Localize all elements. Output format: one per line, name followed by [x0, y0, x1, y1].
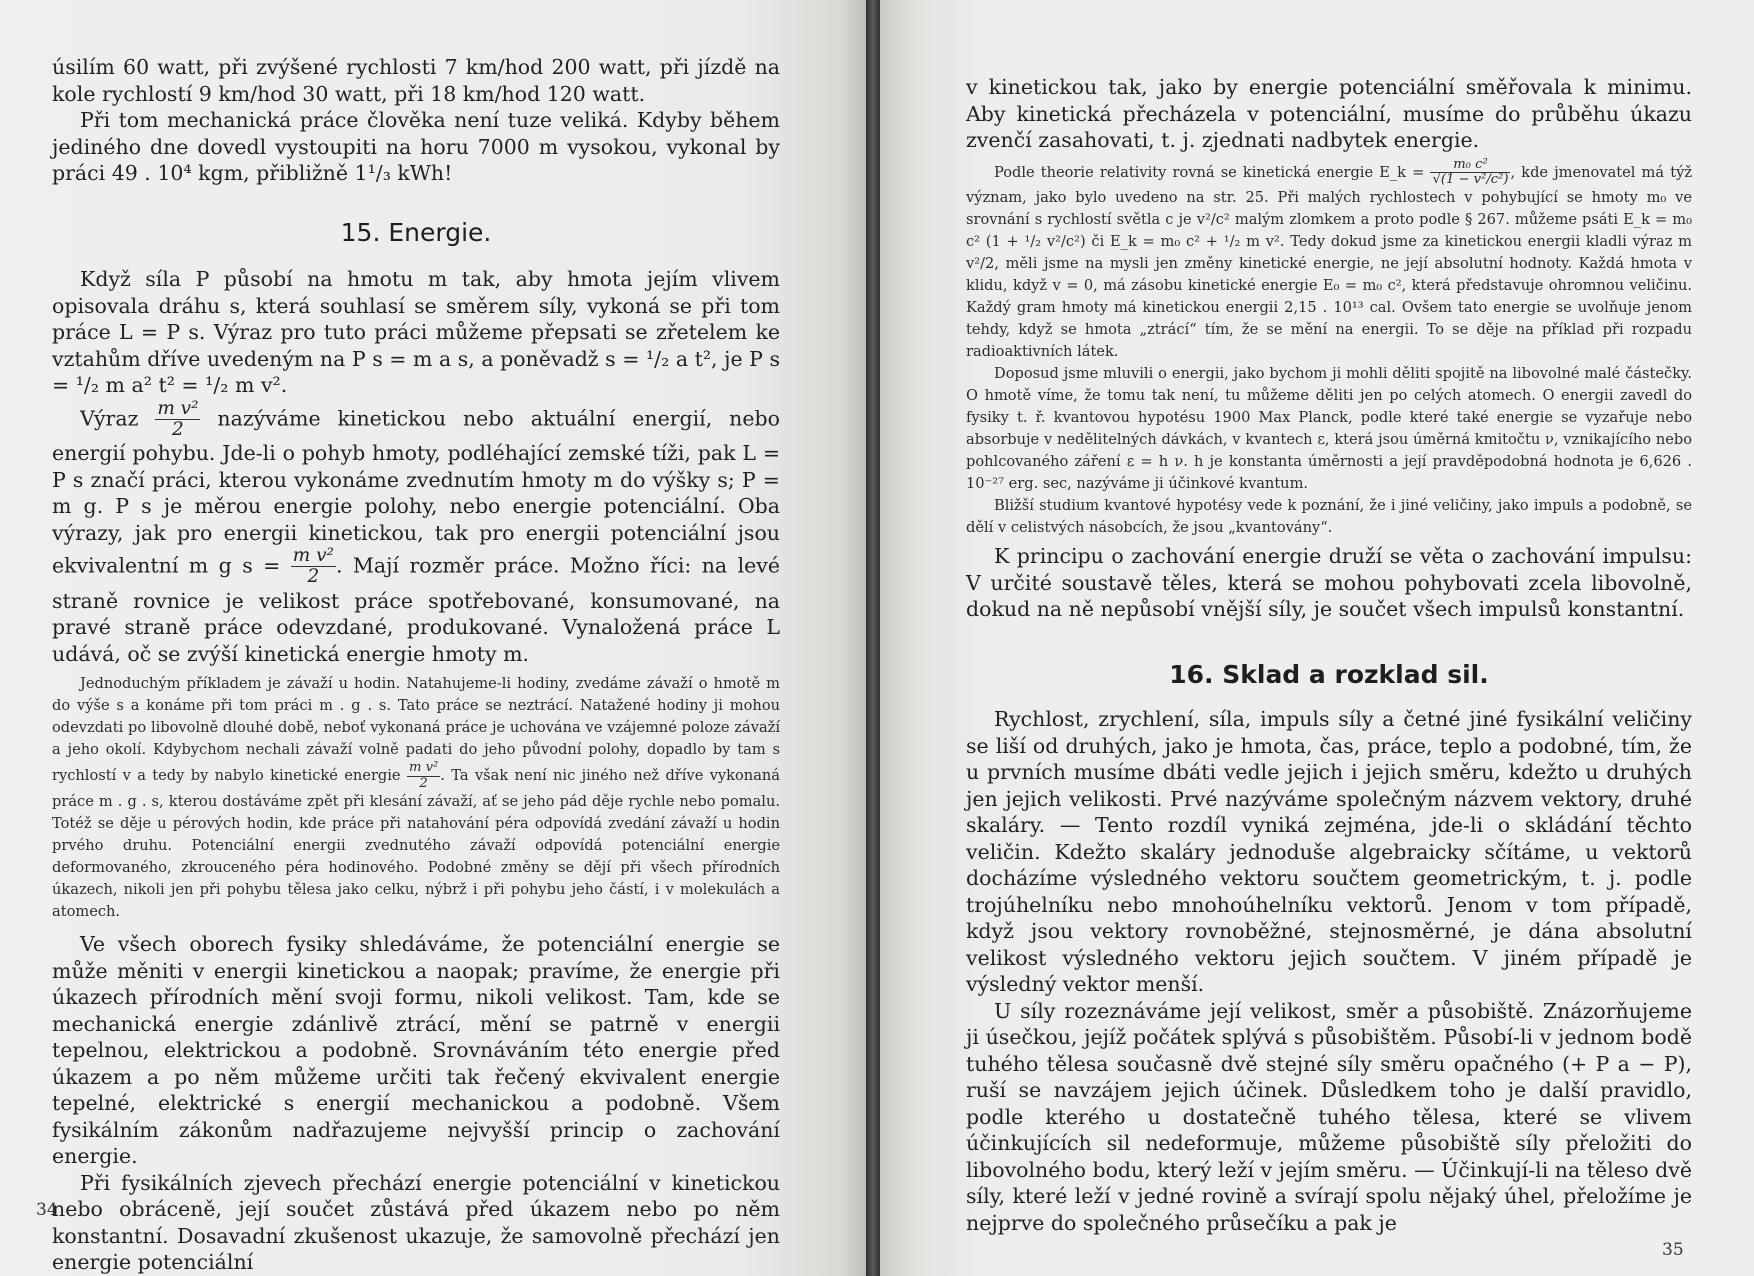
fraction-denominator: 2 — [419, 775, 428, 791]
paragraph: Při tom mechanická práce člověka není tuze veliká. Kdyby během jediného dne dovedl vystoupiti na horu 7000 m vysokou, vykonal by práci 49 . 10⁴ kgm, přibližně 1¹/₃ kWh! — [52, 108, 780, 185]
text-run: nazýváme kinetickou nebo aktuální energií, nebo energií pohybu. Jde-li o pohyb hmoty, podléhající zemské tíži, pak L = P s značí práci, kterou vykonáme zvednutím hmoty m do výšky s; P = m g. P s je měrou energie polohy, nebo energie potenciální. Oba výrazy, jak pro energii kinetickou, tak pro energii potenciální jsou ekvivalentní m g s = — [52, 405, 780, 578]
right-section — [966, 660, 1692, 689]
paragraph: v kinetickou tak, jako by energie potenciální směřovala k minimu. Aby kinetická přecházela v potenciální, musíme do průběhu úkazu zvenčí zasahovati, t. j. zjednati nadbytek energie. — [966, 75, 1692, 152]
fraction-denominator: 2 — [307, 566, 320, 588]
page-number: 35 — [1662, 1240, 1684, 1260]
right-body — [966, 706, 1692, 1236]
fraction-numerator: m v² — [292, 545, 334, 567]
small-note: Doposud jsme mluvili o energii, jako bychom ji mohli děliti spojitě na libovolné malé částečky. O hmotě víme, že tomu tak není, tu můžeme děliti jen po celých atomech. O energii zavedl do fysiky t. ř. kvantovou hypotésu 1900 Max Planck, podle které také energie se vyzařuje nebo absorbuje v nedělitelných dávkách, v kvantech ε, která jsou úměrná kmitočtu ν, vznikajícího nebo pohlcovaného záření ε = h ν. h je konstanta úměrnosti a její pravděpodobná hodnota je 6,626 . 10⁻²⁷ erg. sec, nazýváme ji účinkové kvantum. — [966, 365, 1692, 493]
fraction-numerator: m v² — [408, 760, 439, 776]
paragraph: U síly rozeznáváme její velikost, směr a působiště. Znázorňujeme ji úsečkou, jejíž počátek splývá s působištěm. Působí-li v jednom bodě tuhého tělesa současně dvě stejné síly směru opačného (+ P a − P), ruší se navzájem jejich účinek. Důsledkem toho je další pravidlo, podle kterého u dostatečně tuhého tělesa, které se vlivem účinkujících sil nedeformuje, můžeme působiště síly přeložiti do libovolného bodu, který leží v jejím směru. — Účinkují-li na těleso dvě síly, které leží v jedné rovině a svírají spolu nějaký úhel, přeložíme je nejprve do společného průsečíku a pak je — [966, 998, 1692, 1235]
paragraph: úsilím 60 watt, při zvýšené rychlosti 7 km/hod 200 watt, při jízdě na kole rychlostí 9 km/hod 30 watt, při 18 km/hod 120 watt. — [52, 55, 780, 106]
left-body — [52, 266, 780, 1276]
left-page — [0, 0, 866, 1276]
book-gutter — [866, 0, 880, 1276]
text-run: Mají rozměr práce. Možno říci: na levé straně rovnice je velikost práce spotřebované, konsumované, na pravé straně práce odevzdané, produkované. Vynaložená práce L udává, oč se zvýší kinetická energie hmoty m. — [52, 553, 780, 666]
small-note: Bližší studium kvantové hypotésy vede k poznání, že i jiné veličiny, jako impuls a podobně, se dělí v celistvých násobcích, že jsou „kvantovány“. — [966, 497, 1692, 537]
fraction-numerator: m v² — [157, 397, 199, 419]
paragraph: Když síla P působí na hmotu m tak, aby hmota jejím vlivem opisovala dráhu s, která souhlasí se směrem síly, vykoná se při tom práce L = P s. Výraz pro tuto práci můžeme přepsati se zřetelem ke vztahům dříve uvedeným na P s = m a s, a poněvadž s = ¹/₂ a t², je P s = ¹/₂ m a² t² = ¹/₂ m v². — [52, 267, 780, 397]
text-run: Výraz — [80, 405, 139, 430]
paragraph: Rychlost, zrychlení, síla, impuls síly a četné jiné fysikální veličiny se liší od druhých, jako je hmota, čas, práce, teplo a podobné, tím, že u prvních musíme dbáti vedle jejich i jejich směru, kdežto u druhých jen jejich velikosti. Prvé nazýváme společným názvem vektory, druhé skaláry. — Tento rozdíl vyniká zejména, jde-li o skládání těchto veličin. Kdežto skaláry jednoduše algebraicky sčítáme, u vektorů docházíme výsledného vektoru součtem geometrickým, t. j. podle trojúhelníku nebo mnohoúhelníku vektorů. Jenom v tom případě, když jsou vektory rovnoběžné, stejnosměrné, je dána absolutní velikost výsledného vektoru jejich součtem. V jiném případě je výsledný vektor menší. — [966, 707, 1692, 996]
formula-fraction — [291, 546, 336, 588]
paragraph: Při fysikálních zjevech přechází energie potenciální v kinetickou nebo obráceně, její součet zůstává před úkazem nebo po něm konstantní. Dosavadní zkušenost ukazuje, že samovolně přechází jen energie potenciální — [52, 1170, 780, 1275]
left-top-text — [52, 54, 780, 187]
formula-fraction — [1430, 158, 1510, 188]
text-run: Podle theorie relativity rovná se kinetická energie E_k = — [994, 163, 1425, 181]
fraction-numerator: m₀ c² — [1430, 158, 1510, 173]
section-heading: 16. Sklad a rozklad sil. — [1169, 660, 1489, 689]
fraction-denominator: √(1 − v²/c²) — [1432, 171, 1509, 187]
text-run: Ta však není nic jiného než dříve vykonaná práce m . g . s, kterou dostáváme zpět při klesání závaží, ať se jeho pád děje rychle nebo pomalu. Totéž se děje u pérových hodin, kde práce při natahování péra odpovídá zvedání závaží u hodin prvého druhu. Potenciální energii zvednutého závaží odpovídá potenciální energie deformovaného, zkrouceného péra hodinového. Podobné změny se dějí při všech přírodních úkazech, nikoli jen při pohybu tělesa jako celku, nýbrž i při pohybu jeho částí, i v molekulách a atomech. — [52, 767, 781, 921]
formula-fraction — [407, 761, 440, 791]
right-top-text — [966, 74, 1692, 623]
fraction-denominator: 2 — [172, 418, 184, 440]
small-note — [966, 158, 1692, 364]
paragraph: K principu o zachování energie druží se věta o zachování impulsu: V určité soustavě těles, která se mohou pohybovati zcela libovolně, dokud na ně nepůsobí vnější síly, je součet všech impulsů konstantní. — [966, 544, 1692, 622]
left-section — [52, 218, 780, 247]
page-number: 34 — [36, 1200, 58, 1220]
paragraph: Ve všech oborech fysiky shledáváme, že potenciální energie se může měniti v energii kinetickou a naopak; pravíme, že energie při úkazech přírodních mění svoji formu, nikoli velikost. Tam, kde se mechanická energie zdánlivě ztrácí, mění se patrně v energii tepelnou, elektrickou a podobně. Srovnáváním této energie před úkazem a po něm můžeme určiti tak řečený ekvivalent energie tepelné, elektrické s energií mechanickou a podobně. Všem fysikálním zákonům nadřazujeme nejvyšší princip o zachování energie. — [52, 932, 780, 1169]
paragraph: Výraz $\frac{\text{m v²}}{2}$ nazýváme kinetickou nebo aktuální energií, nebo energií pohybu. Jde-li o pohyb hmoty, podléhající zemské tíži, pak L = P s značí práci, kterou vykonáme zvednutím hmoty m do výšky s; P = m g. P s je měrou energie polohy, nebo energie potenciální. Oba výrazy, jak pro energii kinetickou, tak pro energii potenciální jsou ekvivalentní m g s = $\frac{\text{m v²}}{2}$ . Mají rozměr práce. Možno říci: na levé straně rovnice je velikost práce spotřebované, konsumované, na pravé straně práce odevzdané, produkované. Vynaložená práce L udává, oč se zvýší kinetická energie hmoty m. — [52, 397, 780, 666]
text-run: Jednoduchým příkladem je závaží u hodin. Natahujeme-li hodiny, zvedáme závaží o hmotě m do výše s a konáme při tom práci m . g . s. Tato práce se neztrácí. Natažené hodiny ji mohou odevzdati po libovolně dlouhé době, neboť vykonaná práce je uchována ve vzájemné poloze závaží a jeho okolí. Kdybychom nechali závaží volně padati do jeho původní polohy, dopadlo by tam s rychlostí v a tedy by nabylo kinetické energie — [52, 675, 780, 785]
right-page — [880, 0, 1754, 1276]
section-heading: 15. Energie. — [340, 218, 492, 247]
formula-fraction — [155, 399, 200, 441]
text-run: , kde jmenovatel má týž význam, jako bylo uvedeno na str. 25. Při malých rychlostech v pohybující se hmoty m₀ ve srovnání s rychlostí světla c je v²/c² malým zlomkem a proto podle § 267. můžeme psáti E_k = m₀ c² (1 + ¹/₂ v²/c²) či E_k = m₀ c² + ¹/₂ m v². Tedy dokud jsme za kinetickou energii kladli výraz m v²/2, měli jsme na mysli jen změny kinetické energie, ne její absolutní hodnoty. Každá hmota v klidu, když v = 0, má zásobu kinetické energie E₀ = m₀ c², která představuje ohromnou veličinu. Každý gram hmoty má kinetickou energii 2,15 . 10¹³ cal. Ovšem tato energie se uvolňuje jenom tehdy, když se hmota „ztrácí“ tím, že se mění na energii. To se děje na příklad při rozpadu radioaktivních látek. — [966, 163, 1693, 361]
small-note: Jednoduchým příkladem je závaží u hodin. Natahujeme-li hodiny, zvedáme závaží o hmotě m do výše s a konáme při tom práci m . g . s. Tato práce se neztrácí. Natažené hodiny ji mohou odevzdati po libovolně dlouhé době, neboť vykonaná práce je uchována ve vzájemné poloze závaží a jeho okolí. Kdybychom nechali závaží volně padati do jeho původní polohy, dopadlo by tam s rychlostí v a tedy by nabylo kinetické energie $\frac{\text{m v²}}{2}$ . Ta však není nic jiného než dříve vykonaná práce m . g . s, kterou dostáváme zpět při klesání závaží, ať se jeho pád děje rychle nebo pomalu. Totéž se děje u pérových hodin, kde práce při natahování péra odpovídá zvedání závaží u hodin prvého druhu. Potenciální energii zvednutého závaží odpovídá potenciální energie deformovaného, zkrouceného péra hodinového. Podobné změny se dějí při všech přírodních úkazech, nikoli jen při pohybu tělesa jako celku, nýbrž i při pohybu jeho částí, i v molekulách a atomech. — [52, 675, 781, 921]
